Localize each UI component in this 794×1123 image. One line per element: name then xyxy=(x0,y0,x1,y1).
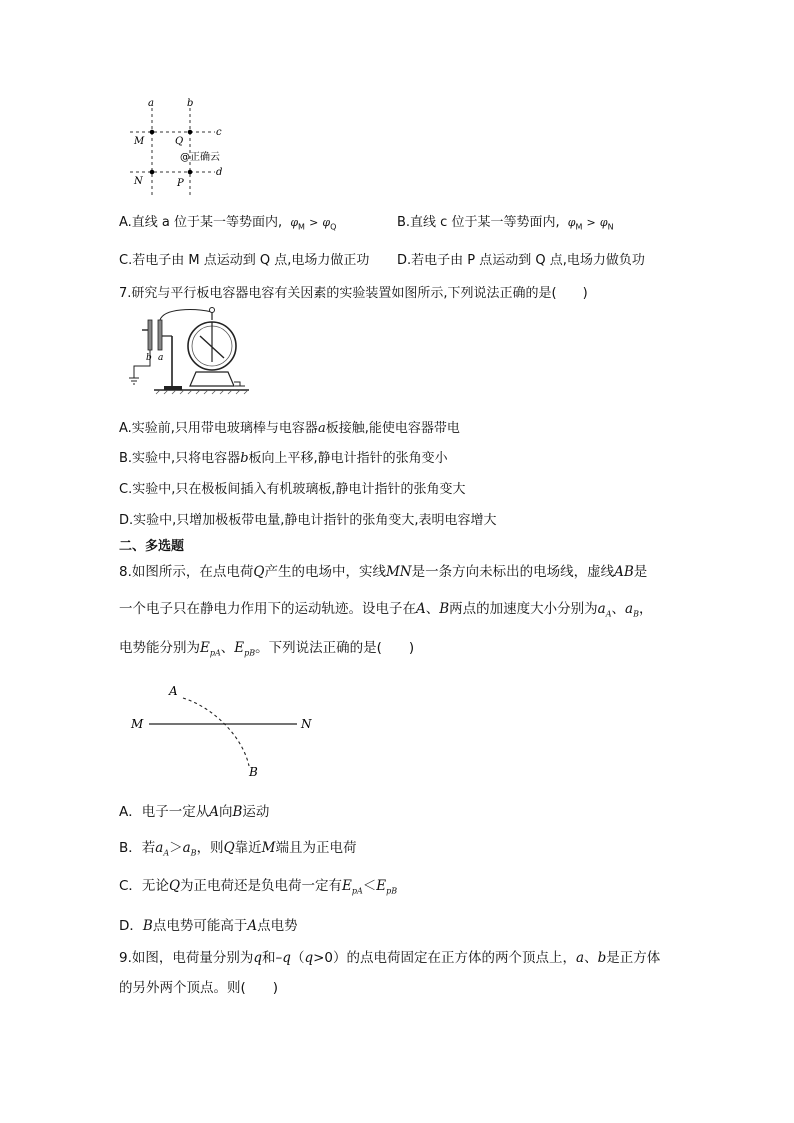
var-b: b xyxy=(240,451,249,466)
q6-option-a-text: A.直线 a 位于某一等势面内, xyxy=(119,215,283,230)
plate-b xyxy=(148,320,152,350)
sub: B xyxy=(633,609,639,619)
watermark: @正确云 xyxy=(180,152,220,163)
label-a: A xyxy=(169,684,178,698)
point-p xyxy=(188,170,193,175)
var-q: q xyxy=(253,950,263,966)
var-ab: AB xyxy=(614,564,634,580)
t: C．无论 xyxy=(119,878,169,894)
capacitor-apparatus-figure xyxy=(124,306,264,398)
q9-stem-line2: 的另外两个顶点。则( ) xyxy=(119,980,279,996)
q7-option-a-text2: 板接触,能使电容器带电 xyxy=(325,421,460,436)
t: 运动 xyxy=(242,804,270,820)
ground-symbol-left xyxy=(129,378,139,384)
t: 电势能分别为 xyxy=(119,640,200,656)
var-e: E xyxy=(200,640,210,656)
t: 、 xyxy=(584,950,598,966)
field-line-trajectory-figure xyxy=(125,680,325,780)
t: 点电势 xyxy=(257,918,298,934)
gt-sign: > xyxy=(586,216,596,229)
var-a: A xyxy=(416,601,426,617)
t: ，则 xyxy=(196,840,224,856)
var-m: M xyxy=(261,840,276,856)
var-a: A xyxy=(247,918,258,934)
q6-option-b xyxy=(397,211,614,232)
t: 一个电子只在静电力作用下的运动轨迹。设电子在 xyxy=(119,601,416,617)
t: 8.如图所示，在点电荷 xyxy=(119,564,254,580)
point-m xyxy=(150,130,155,135)
t: 是一条方向未标出的电场线，虚线 xyxy=(411,564,615,580)
label-m: M xyxy=(131,717,144,731)
q7-stem: 7.研究与平行板电容器电容有关因素的实验装置如图所示,下列说法正确的是( ) xyxy=(119,286,588,301)
point-n xyxy=(150,170,155,175)
var-ab: a xyxy=(625,601,634,617)
trajectory-ab xyxy=(183,698,249,766)
section-heading-multiple-choice: 二、多选题 xyxy=(119,539,185,554)
t: 是正方体 xyxy=(606,950,661,966)
t: 、 xyxy=(425,601,440,617)
sub: pA xyxy=(351,886,363,896)
var-q: Q xyxy=(168,878,181,894)
var-b: B xyxy=(232,804,243,820)
electrometer-base xyxy=(190,372,234,386)
label-d: d xyxy=(216,167,223,178)
sub: pB xyxy=(244,648,256,658)
var-q: Q xyxy=(223,840,235,856)
q9-stem-line1 xyxy=(119,946,660,966)
var-e: E xyxy=(234,640,245,656)
var-mq: –q xyxy=(275,950,291,966)
label-m: M xyxy=(134,136,145,147)
t: A．电子一定从 xyxy=(119,804,210,820)
t: 靠近 xyxy=(234,840,262,856)
var-q: Q xyxy=(253,564,265,580)
phi-symbol: φ xyxy=(322,216,331,229)
phi-symbol: φ xyxy=(567,216,576,229)
gt-sign: > xyxy=(309,216,319,229)
t: 为正电荷还是负电荷一定有 xyxy=(180,878,343,894)
q8-option-c xyxy=(119,874,397,896)
label-b: B xyxy=(249,765,258,779)
t: 点电势可能高于 xyxy=(152,918,248,934)
q6-option-c: C.若电子由 M 点运动到 Q 点,电场力做正功 xyxy=(119,253,370,268)
t: 、 xyxy=(220,640,235,656)
t: 9.如图，电荷量分别为 xyxy=(119,950,254,966)
var-e: E xyxy=(342,878,352,894)
q7-option-b-text1: B.实验中,只将电容器 xyxy=(119,451,241,466)
t: 是 xyxy=(633,564,648,580)
label-n: N xyxy=(134,176,143,187)
t: 和 xyxy=(262,950,276,966)
var-e: E xyxy=(376,878,387,894)
q7-option-c: C.实验中,只在极板间插入有机玻璃板,静电计指针的张角变大 xyxy=(119,482,466,497)
t: >0）的点电荷固定在正方体的两个顶点上， xyxy=(313,950,577,966)
sub: pA xyxy=(209,648,221,658)
sub: B xyxy=(190,848,197,858)
phi-sub: M xyxy=(298,222,305,232)
q8-option-a xyxy=(119,800,269,820)
ground-wire-right xyxy=(234,382,240,386)
phi-sub: Q xyxy=(330,222,337,232)
t: 产生的电场中，实线 xyxy=(264,564,386,580)
label-a: a xyxy=(148,98,154,109)
q7-option-d: D.实验中,只增加极板带电量,静电计指针的张角变大,表明电容增大 xyxy=(119,513,497,528)
label-p: P xyxy=(177,178,184,189)
var-a: a xyxy=(182,840,191,856)
var-aa: a xyxy=(597,601,606,617)
label-plate-b: b xyxy=(146,353,152,363)
var-q: q xyxy=(304,950,314,966)
q7-option-b-text2: 板向上平移,静电计指针的张角变小 xyxy=(248,451,448,466)
t: D． xyxy=(119,918,143,934)
var-b: B xyxy=(142,918,153,934)
plate-a xyxy=(158,320,162,350)
grid-figure xyxy=(125,96,235,200)
var-b: b xyxy=(597,950,607,966)
q8-stem-line3 xyxy=(119,636,414,658)
t: 、 xyxy=(611,601,626,617)
t: 端且为正电荷 xyxy=(275,840,357,856)
var-mn: MN xyxy=(385,564,412,580)
stand-base xyxy=(164,386,182,390)
sub: A xyxy=(605,609,612,619)
label-q: Q xyxy=(175,136,184,147)
wire-to-electrometer xyxy=(160,310,212,320)
sub: pB xyxy=(386,886,398,896)
q7-option-a-text1: A.实验前,只用带电玻璃棒与电容器 xyxy=(119,421,318,436)
q6-option-d: D.若电子由 P 点运动到 Q 点,电场力做负功 xyxy=(397,253,645,268)
q8-option-d xyxy=(119,914,298,934)
var-a: A xyxy=(209,804,219,820)
phi-sub: N xyxy=(607,222,614,232)
q8-stem-line2 xyxy=(119,597,652,619)
var-a: a xyxy=(576,950,585,966)
label-n: N xyxy=(301,717,312,731)
var-a: a xyxy=(317,421,326,436)
q6-option-b-text: B.直线 c 位于某一等势面内, xyxy=(397,215,560,230)
label-c: c xyxy=(216,127,222,138)
phi-sub: M xyxy=(575,222,583,232)
var-b: B xyxy=(439,601,450,617)
q7-option-b xyxy=(119,447,448,466)
t: 两点的加速度大小分别为 xyxy=(449,601,598,617)
t: 。下列说法正确的是( ) xyxy=(255,640,415,656)
phi-symbol: φ xyxy=(599,216,608,229)
t: B．若 xyxy=(119,840,156,856)
var-a: a xyxy=(155,840,164,856)
point-q xyxy=(188,130,193,135)
q8-option-b xyxy=(119,836,356,858)
t: 向 xyxy=(219,804,233,820)
t: ， xyxy=(638,601,653,617)
sub: A xyxy=(163,848,170,858)
q8-stem-line1 xyxy=(119,560,647,580)
phi-symbol: φ xyxy=(290,216,299,229)
label-b: b xyxy=(187,98,194,109)
electrometer-knob xyxy=(210,308,215,313)
label-plate-a: a xyxy=(158,353,164,363)
gt-sign: ＞ xyxy=(169,840,183,856)
lt-sign: ＜ xyxy=(362,878,377,894)
q6-option-a xyxy=(119,211,336,232)
q7-option-a xyxy=(119,417,460,436)
t: （ xyxy=(290,950,305,966)
